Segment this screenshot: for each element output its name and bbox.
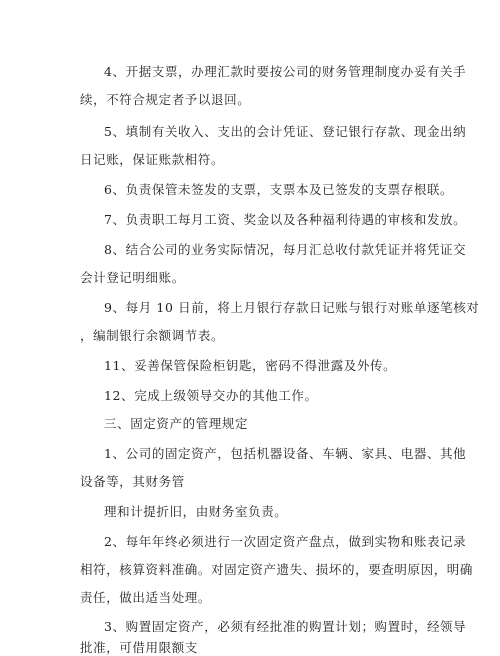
paragraph-9-line-1: 9、每月 10 日前，将上月银行存款日记账与银行对账单逐笔核对 — [104, 300, 480, 315]
fixed-assets-2-line-3: 责任，做出适当处理。 — [80, 590, 212, 605]
paragraph-4-line-1: 4、开据支票，办理汇款时要按公司的财务管理制度办妥有关手 — [104, 64, 467, 79]
fixed-assets-2-line-1: 2、每年年终必须进行一次固定资产盘点，做到实物和账表记录 — [104, 534, 467, 549]
paragraph-6: 6、负责保管未签发的支票，支票本及已签发的支票存根联。 — [104, 182, 454, 197]
paragraph-9-line-2: ，编制银行余额调节表。 — [80, 328, 225, 343]
paragraph-5-line-2: 日记账，保证账款相符。 — [80, 152, 225, 167]
fixed-assets-3-line-1: 3、购置固定资产，必须有经批准的购置计划；购置时，经领导 — [104, 619, 467, 634]
fixed-assets-1-line-2: 设备等，其财务管 — [80, 474, 185, 489]
paragraph-8-line-2: 会计登记明细账。 — [80, 270, 185, 285]
paragraph-8-line-1: 8、结合公司的业务实际情况，每月汇总收付款凭证并将凭证交 — [104, 242, 467, 257]
paragraph-5-line-1: 5、填制有关收入、支出的会计凭证、登记银行存款、现金出纳 — [104, 124, 467, 139]
fixed-assets-1-line-3: 理和计提折旧，由财务室负责。 — [104, 504, 288, 519]
fixed-assets-2-line-2: 相符，核算资料准确。对固定资产遗失、损坏的，要查明原因，明确 — [80, 562, 474, 577]
paragraph-7: 7、负责职工每月工资、奖金以及各种福利待遇的审核和发放。 — [104, 212, 467, 227]
paragraph-11: 11、妥善保管保险柜钥匙，密码不得泄露及外传。 — [104, 358, 397, 373]
fixed-assets-3-line-2: 批准，可借用限额支 — [80, 640, 198, 655]
paragraph-12: 12、完成上级领导交办的其他工作。 — [104, 388, 318, 403]
section-heading-fixed-assets: 三、固定资产的管理规定 — [104, 416, 249, 431]
paragraph-4-line-2: 续，不符合规定者予以退回。 — [80, 92, 251, 107]
fixed-assets-1-line-1: 1、公司的固定资产，包括机器设备、车辆、家具、电器、其他 — [104, 446, 467, 461]
